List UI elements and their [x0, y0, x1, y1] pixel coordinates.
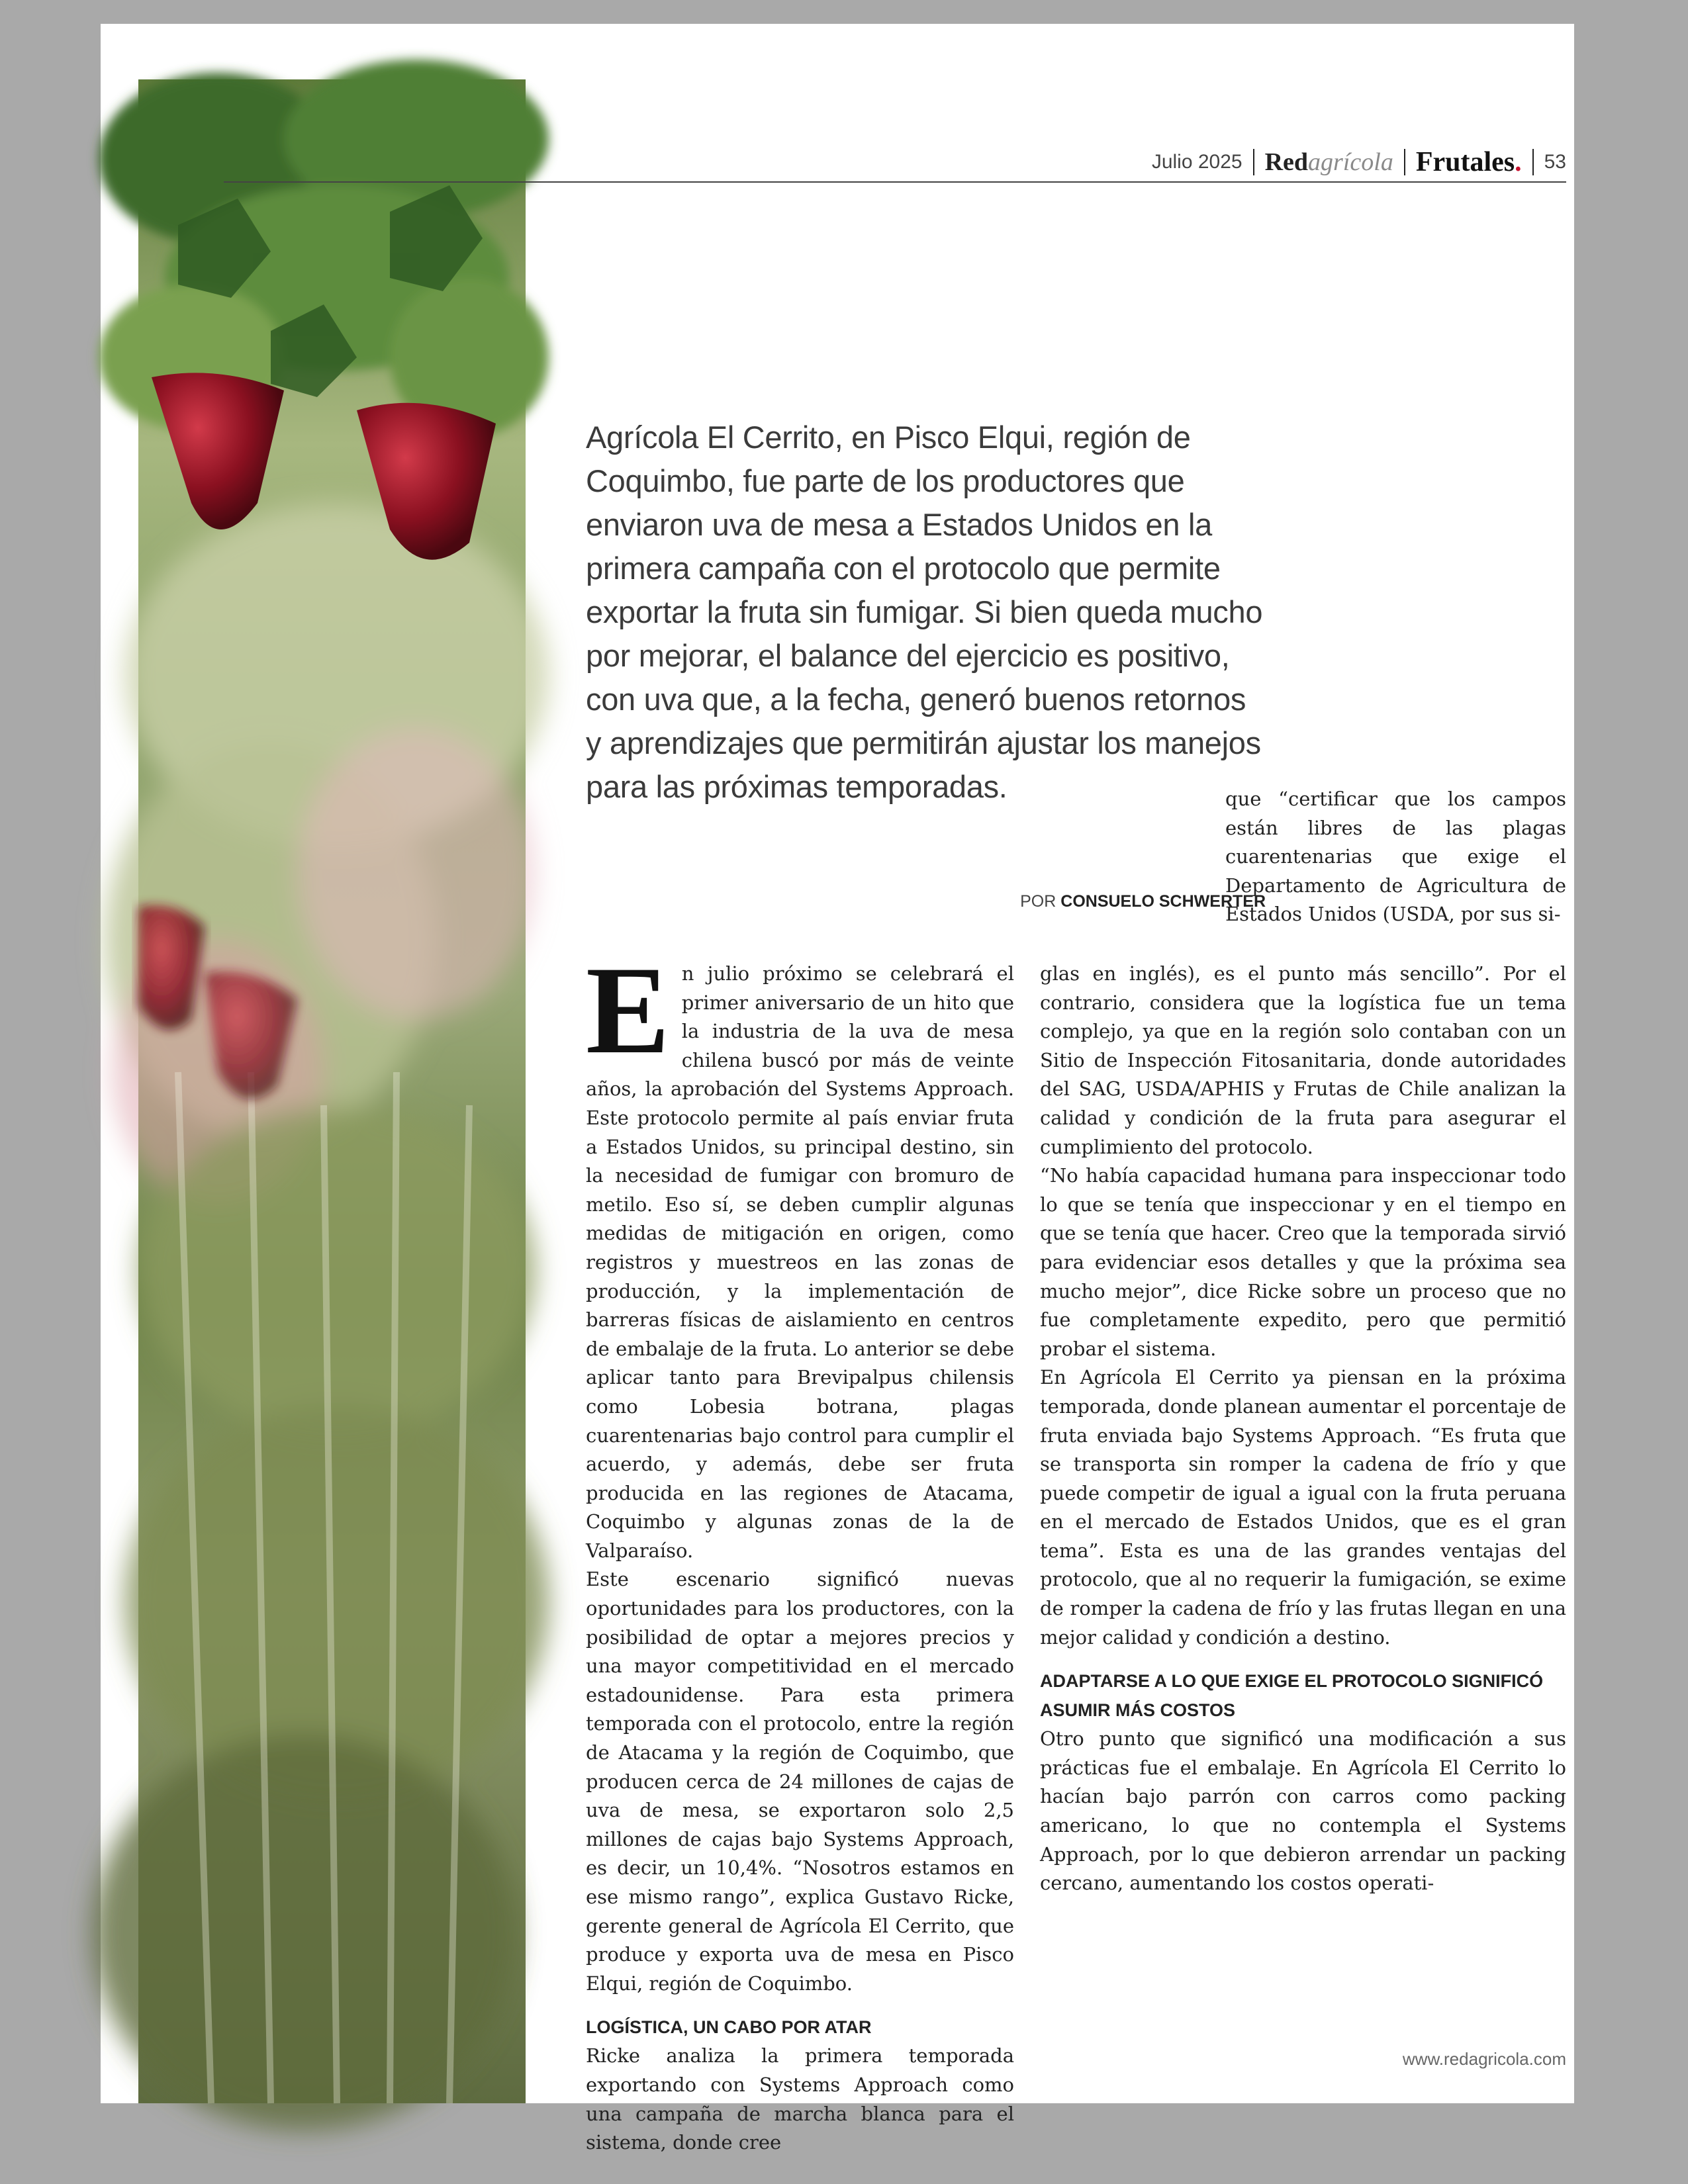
- header-divider: [1253, 149, 1254, 175]
- subheading: LOGÍSTICA, UN CABO POR ATAR: [586, 2017, 872, 2038]
- page-number: 53: [1544, 151, 1566, 173]
- paragraph: glas en inglés), es el punto más sencillo”. Por el contrario, considera que la logística fue un tema complejo, ya que en la región solo contaban con un Sitio de Inspección Fitosanitaria, donde autoridades del SAG, USDA/APHIS y Frutas de Chile analizan la calidad y condición de la fruta para asegurar el cumplimiento del protocolo.: [1040, 962, 1566, 1158]
- running-head: [1011, 146, 1566, 179]
- grape-vine-image: [138, 79, 526, 2103]
- brand-logo-bold: Red: [1264, 148, 1309, 176]
- byline: [829, 892, 1266, 911]
- section-name: [1416, 146, 1522, 178]
- header-divider: [1532, 149, 1534, 175]
- paragraph: [586, 941, 1014, 1565]
- byline-prefix: POR: [1020, 892, 1056, 911]
- paragraph: Este escenario significó nuevas oportunidades para los productores, con la posibilidad de optar a mejores precios y una mayor competitividad en el mercado estadounidense. Para esta primera temporada con el protocolo, entre la región de Atacama y la región de Coquimbo, que producen cerca de 24 millones de cajas de uva de mesa, se exportaron solo 2,5 millones de cajas bajo Systems Approach, es decir, un 10,4%. “Nosotros estamos en ese mismo rango”, explica Gustavo Ricke, gerente general de Agrícola El Cerrito, que produce y exporta uva de mesa en Pisco Elqui, región de Coquimbo.: [586, 1568, 1014, 1995]
- magazine-page: [101, 24, 1574, 2154]
- paragraph: Ricke analiza la primera temporada exportando con Systems Approach como una campaña de marcha blanca para el sistema, donde cree: [586, 2044, 1014, 2154]
- left-column: [586, 941, 1014, 2158]
- byline-author: CONSUELO SCHWERTER: [1060, 892, 1266, 911]
- issue-date: Julio 2025: [1151, 151, 1243, 173]
- paragraph: que “certificar que los campos están libres de las plagas cuarentenarias que exige el Departamento de Agricultura de Estados Unidos (USDA, por sus si-: [1225, 788, 1566, 926]
- right-column-top: [1225, 785, 1566, 929]
- paragraph: “No había capacidad humana para inspeccionar todo lo que se tenía que inspeccionar y en el tiempo en que se tenía que hacer. Creo que la temporada sirvió para evidenciar esos detalles y que la próxima sea mucho mejor”, dice Ricke sobre un proceso que no fue completamente expedito, pero que permitió probar el sistema.: [1040, 1164, 1566, 1360]
- brand-logo: [1265, 148, 1393, 177]
- section-label: Frutales: [1415, 147, 1515, 177]
- article-lead: Agrícola El Cerrito, en Pisco Elqui, región de Coquimbo, fue parte de los productores que enviaron uva de mesa a Estados Unidos en la primera campaña con el protocolo que permite exportar la fruta sin fumigar. Si bien queda mucho por mejorar, el balance del ejercicio es positivo, con uva que, a la fecha, generó buenos retornos y aprendizajes que permitirán ajustar los manejos para las próximas temporadas.: [586, 420, 1263, 804]
- drop-cap: E: [586, 941, 670, 1080]
- section-dot: .: [1515, 147, 1522, 177]
- right-column: [1040, 960, 1566, 1898]
- header-divider: [1404, 149, 1405, 175]
- subheading: ADAPTARSE A LO QUE EXIGE EL PROTOCOLO SIGNIFICÓ ASUMIR MÁS COSTOS: [1040, 1671, 1544, 1721]
- header-rule: [224, 181, 1566, 183]
- footer-url: www.redagricola.com: [1402, 2049, 1566, 2069]
- paragraph-text: n julio próximo se celebrará el primer aniversario de un hito que la industria de la uva de mesa chilena buscó por más de veinte años, la aprobación del Systems Approach. Este protocolo permite al país enviar fruta a Estados Unidos, su principal destino, sin la necesidad de fumigar con bromuro de metilo. Eso sí, se deben cumplir algunas medidas de mitigación en origen, como registros y muestreos en las zonas de producción, y la implementación de barreras físicas de aislamiento en centros de embalaje de la fruta. Lo anterior se debe aplicar tanto para Brevipalpus chilensis como Lobesia botrana, plagas cuarentenarias bajo control para cumplir el acuerdo, y además, debe ser fruta producida en las regiones de Atacama, Coquimbo y algunas zonas de la de Valparaíso.: [586, 962, 1014, 1562]
- brand-logo-light: agrícola: [1308, 148, 1393, 176]
- paragraph: Otro punto que significó una modificación a sus prácticas fue el embalaje. En Agrícola El Cerrito lo hacían bajo parrón con carros como packing americano, lo que no contempla el Systems Approach, por lo que debieron arrendar un packing cercano, aumentando los costos operati-: [1040, 1727, 1566, 1895]
- paragraph: En Agrícola El Cerrito ya piensan en la próxima temporada, donde planean aumentar el porcentaje de fruta enviada bajo Systems Approach. “Es fruta que se transporta sin romper la cadena de frío y que puede competir de igual a igual con la fruta peruana en el mercado de Estados Unidos, que es el gran tema”. Esta es una de las grandes ventajas del protocolo, que al no requerir la fumigación, se exime de romper la cadena de frío y las frutas llegan en una mejor calidad y condición a destino.: [1040, 1366, 1566, 1649]
- vineyard-photo: [138, 79, 526, 2103]
